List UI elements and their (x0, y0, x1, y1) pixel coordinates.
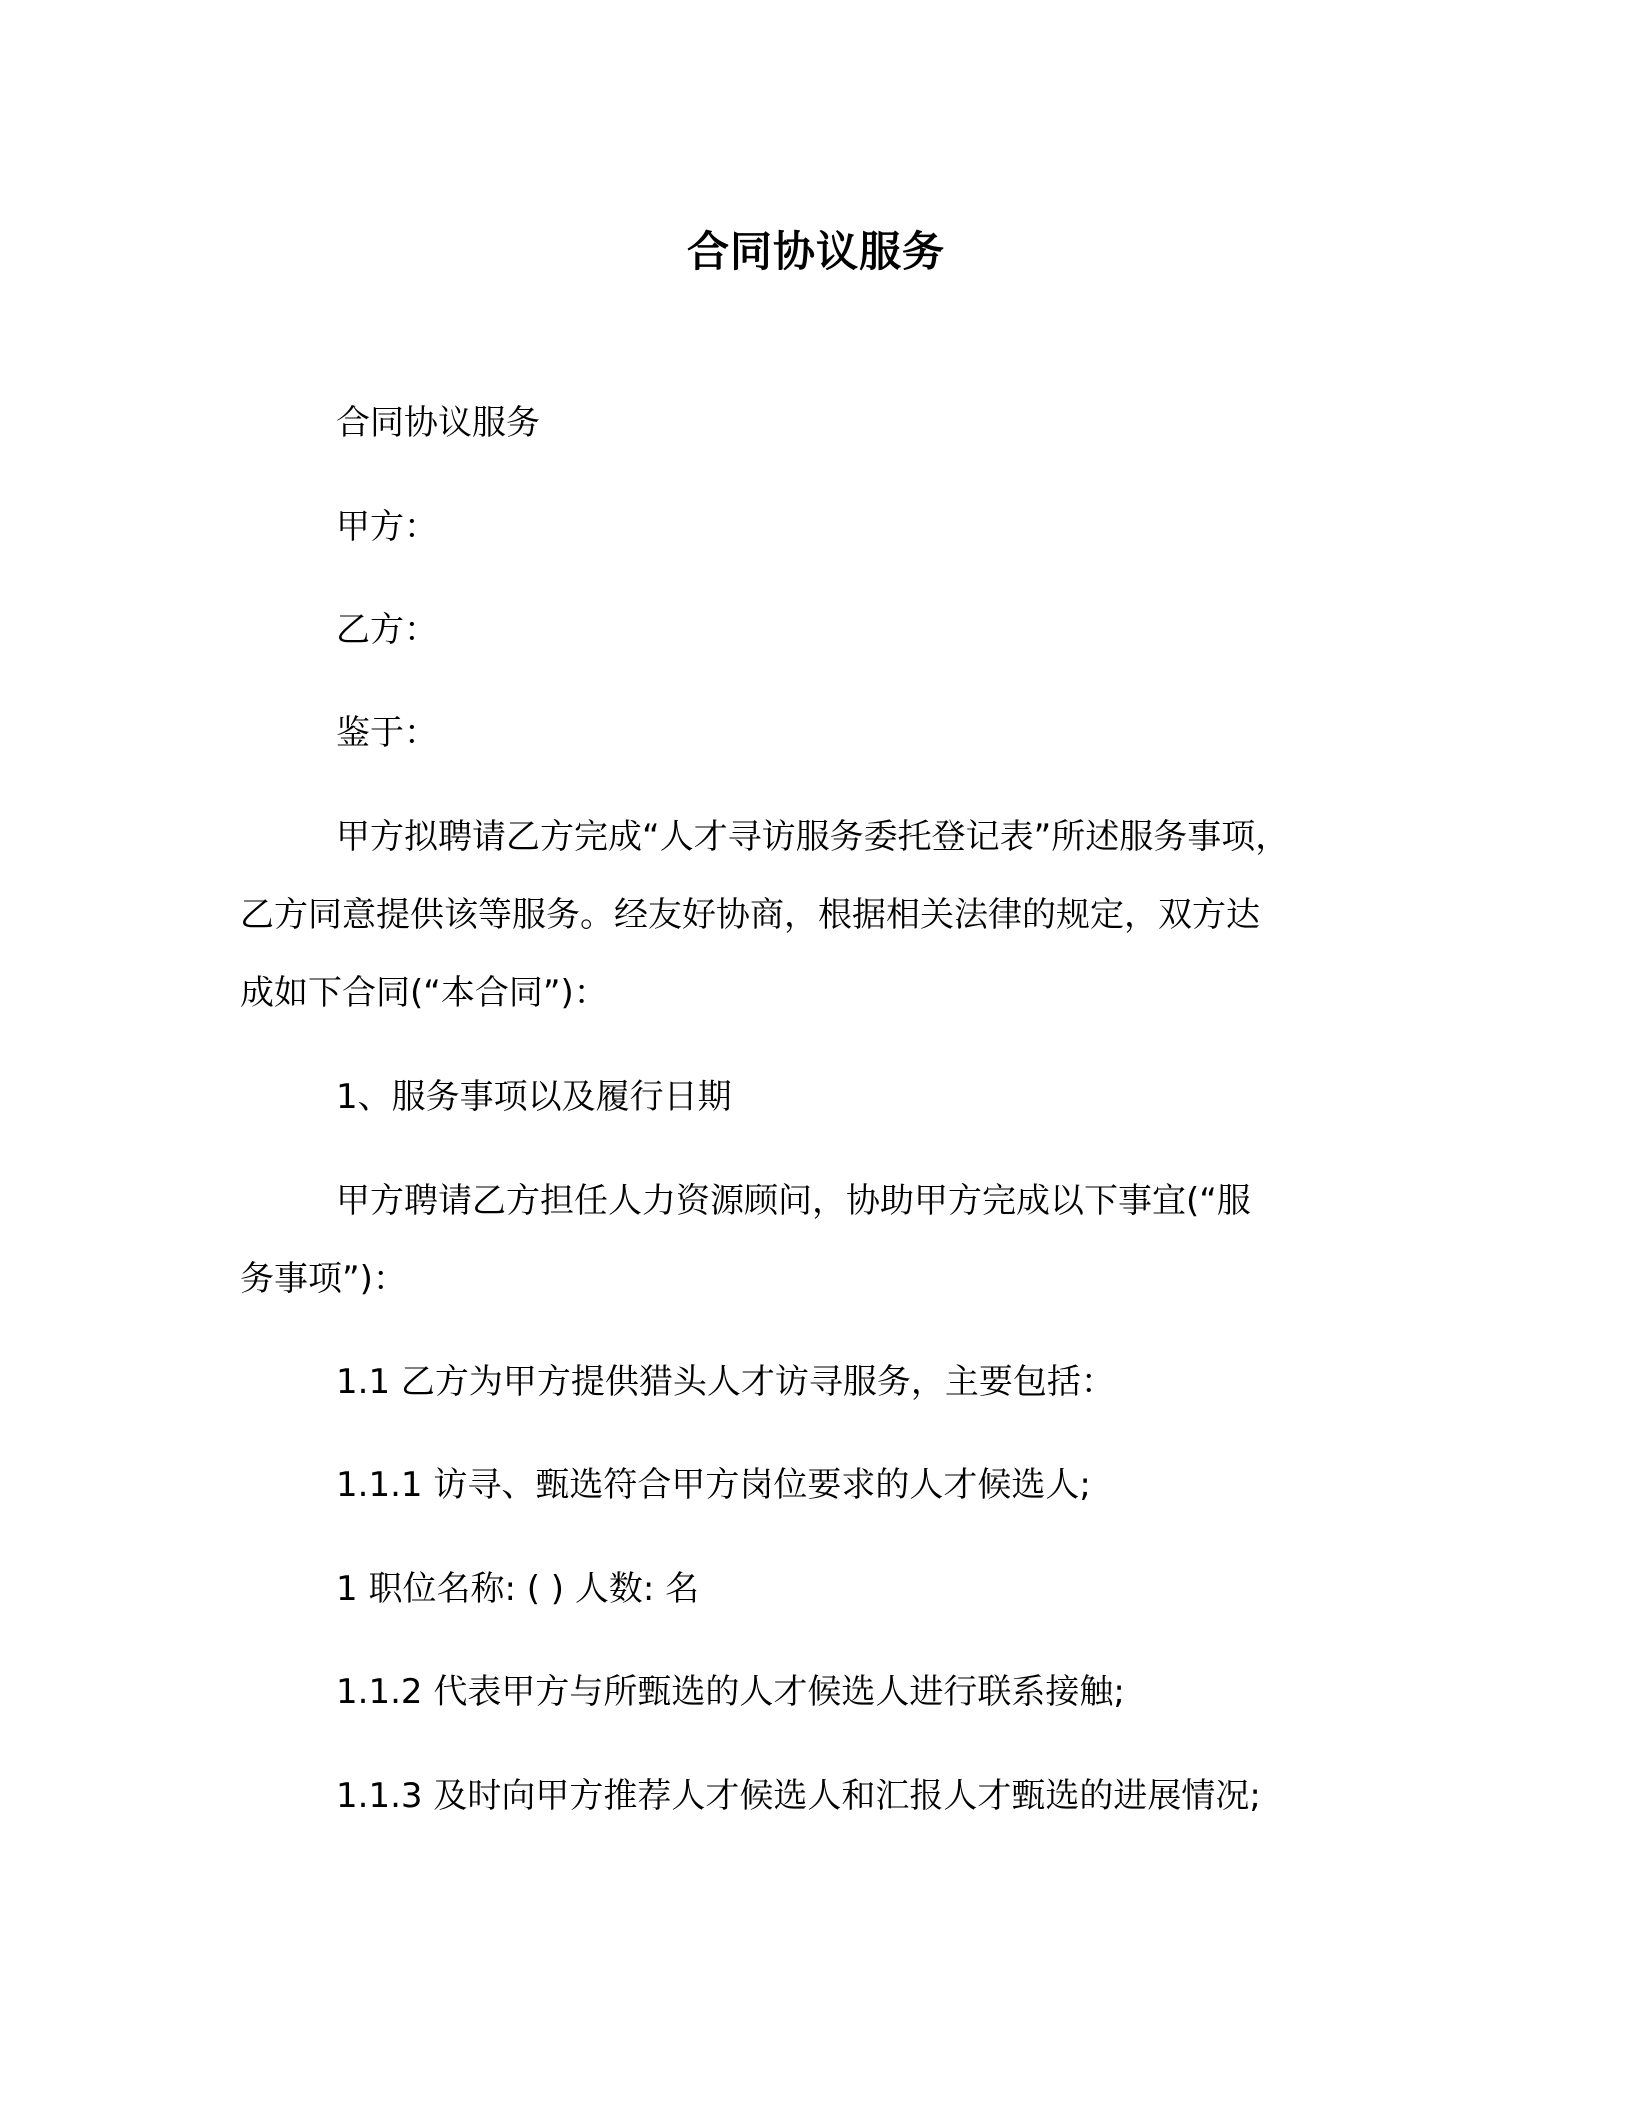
document-title: 合同协议服务 (686, 227, 945, 276)
paragraph-party-a: 甲方： (336, 507, 438, 547)
paragraph-service-intro-line-1: 甲方聘请乙方担任人力资源顾问，协助甲方完成以下事宜(“服 (336, 1181, 1251, 1221)
paragraph-whereas: 鉴于： (336, 713, 438, 753)
paragraph-service-intro-line-2: 务事项”)： (240, 1259, 407, 1299)
clause-1-1-1: 1.1.1 访寻、甄选符合甲方岗位要求的人才候选人; (336, 1465, 1091, 1505)
section-heading-1: 1、服务事项以及履行日期 (336, 1077, 732, 1117)
paragraph-preamble-line-3: 成如下合同(“本合同”)： (240, 973, 608, 1013)
position-line: 1 职位名称: ( ) 人数: 名 (336, 1569, 700, 1609)
clause-1-1-2: 1.1.2 代表甲方与所甄选的人才候选人进行联系接触; (336, 1672, 1125, 1712)
paragraph-preamble-line-2: 乙方同意提供该等服务。经友好协商，根据相关法律的规定，双方达 (240, 895, 1260, 935)
clause-1-1-3: 1.1.3 及时向甲方推荐人才候选人和汇报人才甄选的进展情况; (336, 1776, 1261, 1816)
paragraph-party-b: 乙方： (336, 610, 438, 650)
paragraph-preamble (240, 798, 1400, 1032)
paragraph-preamble-line-1: 甲方拟聘请乙方完成“人才寻访服务委托登记表”所述服务事项， (336, 817, 1290, 857)
paragraph-service-intro (240, 1162, 1400, 1318)
paragraph-heading: 合同协议服务 (336, 403, 540, 443)
clause-1-1: 1.1 乙方为甲方提供猎头人才访寻服务，主要包括： (336, 1362, 1115, 1402)
